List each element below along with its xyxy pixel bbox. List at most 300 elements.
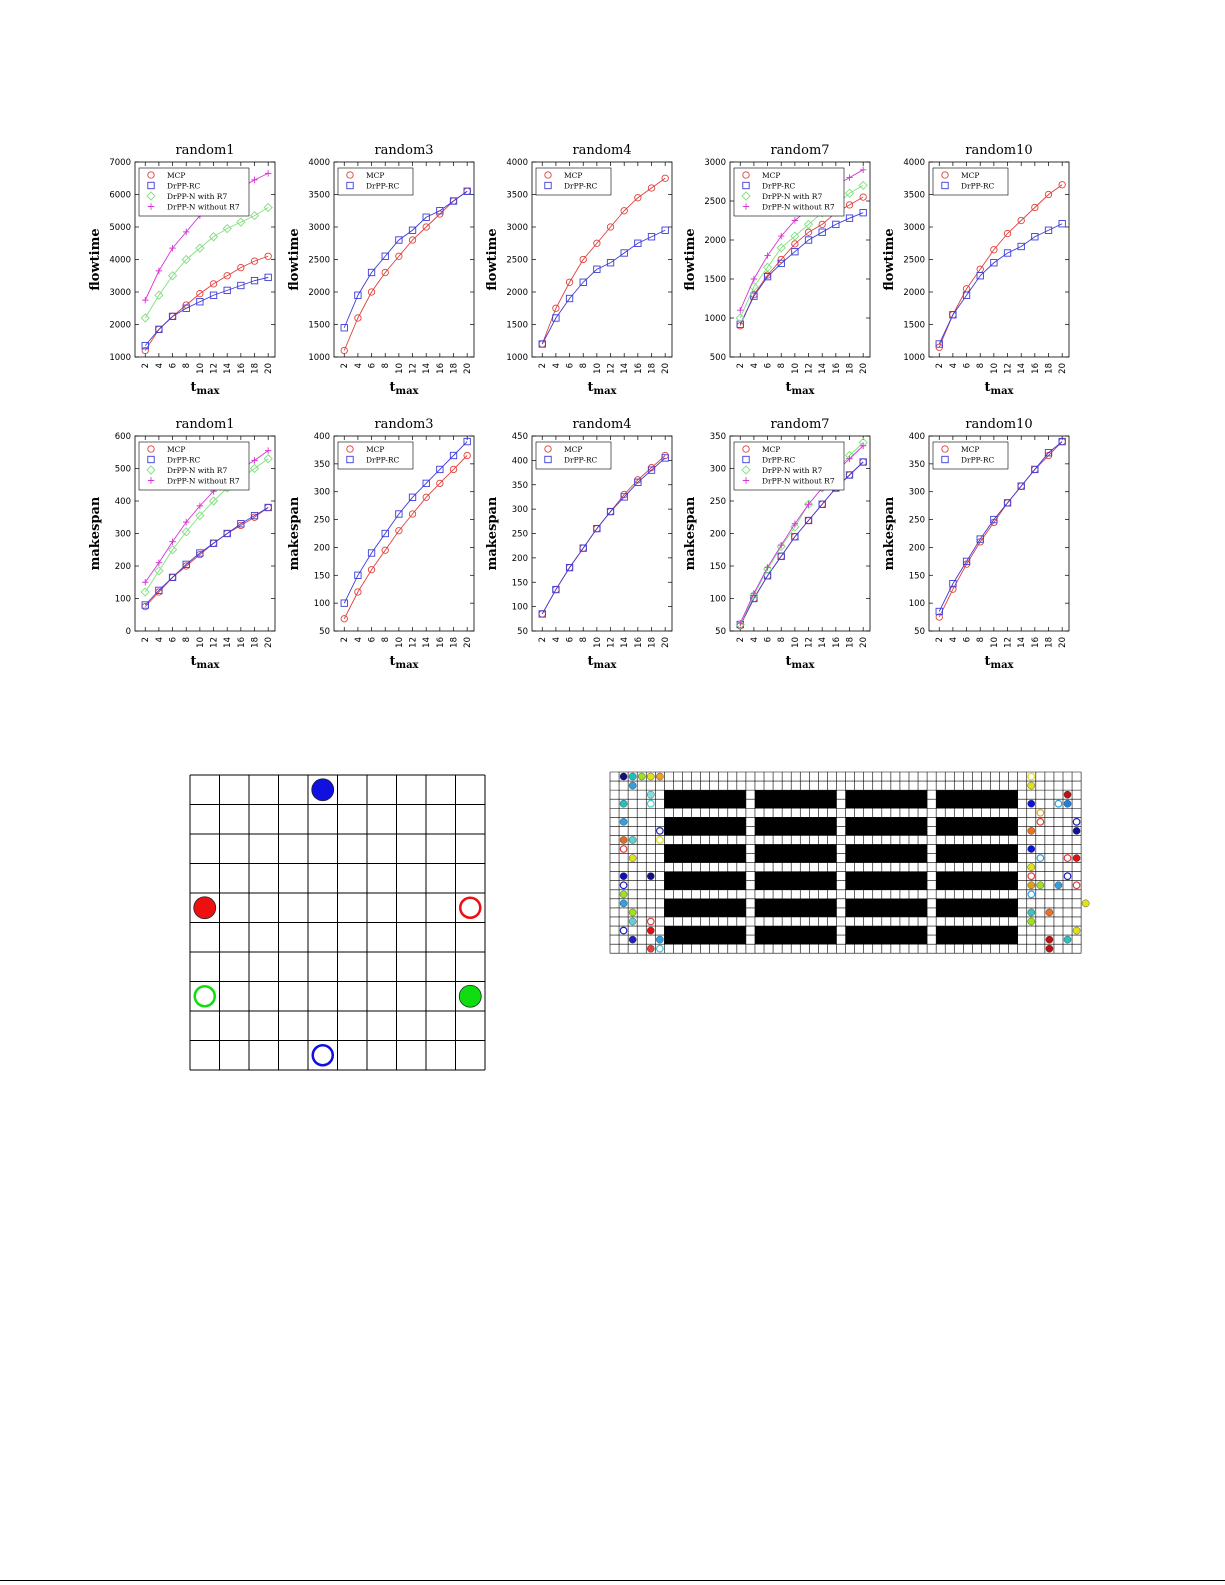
x-tick-label: 6 bbox=[763, 363, 774, 369]
x-tick-label: 8 bbox=[182, 637, 193, 643]
x-tick-label: 2 bbox=[340, 637, 351, 643]
x-tick-label: 4 bbox=[154, 637, 165, 643]
warehouse-agent bbox=[1028, 827, 1035, 834]
x-axis-label: $t_{max}$ bbox=[785, 654, 815, 671]
y-tick-label: 100 bbox=[511, 602, 528, 613]
x-axis-label: $t_{max}$ bbox=[389, 654, 419, 671]
warehouse-goal bbox=[1073, 819, 1080, 826]
x-tick-label: 10 bbox=[195, 637, 206, 648]
warehouse-goal bbox=[657, 828, 664, 835]
x-tick-label: 2 bbox=[736, 637, 747, 643]
x-tick-label: 4 bbox=[749, 363, 760, 369]
warehouse-agent bbox=[647, 927, 654, 934]
x-axis-label-subscript: max bbox=[196, 386, 220, 397]
x-tick-label: 20 bbox=[463, 637, 474, 648]
warehouse-agent bbox=[1037, 882, 1044, 889]
x-tick-label: 2 bbox=[538, 637, 549, 643]
x-tick-label: 12 bbox=[606, 637, 617, 648]
warehouse-agent bbox=[1073, 854, 1080, 861]
warehouse-goal bbox=[1037, 809, 1044, 816]
y-tick-label: 400 bbox=[313, 432, 330, 442]
x-axis-label-subscript: max bbox=[593, 386, 617, 397]
chart-title: random3 bbox=[374, 143, 434, 158]
chart-title: random7 bbox=[770, 417, 830, 432]
data-point bbox=[156, 560, 162, 566]
y-tick-label: 1000 bbox=[308, 353, 330, 363]
y-tick-label: 350 bbox=[908, 459, 925, 470]
y-tick-label: 2000 bbox=[903, 288, 925, 298]
agent-goal bbox=[195, 986, 215, 1006]
shelf-block bbox=[846, 790, 928, 808]
legend-label: DrPP-RC bbox=[961, 455, 995, 465]
chart-title: random1 bbox=[175, 143, 235, 158]
y-tick-label: 250 bbox=[511, 529, 528, 540]
y-tick-label: 3000 bbox=[506, 223, 528, 233]
x-tick-label: 8 bbox=[579, 363, 590, 369]
shelf-block bbox=[846, 844, 928, 862]
x-tick-label: 2 bbox=[935, 363, 946, 369]
y-axis-label: makespan bbox=[287, 496, 302, 571]
y-tick-label: 4000 bbox=[903, 158, 925, 168]
warehouse-goal bbox=[620, 882, 627, 889]
legend-label: MCP bbox=[167, 445, 186, 454]
series-line-DrPP-RC bbox=[542, 455, 665, 614]
x-axis-label: $t_{max}$ bbox=[190, 654, 220, 671]
shelf-block bbox=[755, 844, 837, 862]
x-tick-label: 16 bbox=[633, 363, 644, 374]
series-line-DrPP-RC bbox=[145, 508, 268, 606]
warehouse-goal bbox=[647, 800, 654, 807]
x-axis-label-subscript: max bbox=[395, 660, 419, 671]
shelf-block bbox=[846, 817, 928, 835]
warehouse-agent bbox=[1046, 909, 1053, 916]
warehouse-goal bbox=[657, 945, 664, 952]
agent-start bbox=[312, 779, 334, 801]
data-point bbox=[1059, 182, 1065, 188]
warehouse-agent bbox=[620, 800, 627, 807]
y-tick-label: 400 bbox=[908, 432, 925, 442]
warehouse-agent bbox=[647, 945, 654, 952]
y-tick-label: 150 bbox=[709, 562, 726, 572]
y-tick-label: 2500 bbox=[506, 255, 528, 266]
x-tick-label: 18 bbox=[250, 363, 261, 374]
y-tick-label: 200 bbox=[908, 543, 925, 554]
data-point bbox=[860, 167, 866, 173]
x-axis-label: $t_{max}$ bbox=[984, 654, 1014, 671]
series-line-DrPP-RC bbox=[740, 213, 863, 325]
x-tick-label: 18 bbox=[449, 363, 460, 374]
y-tick-label: 250 bbox=[709, 497, 726, 507]
y-tick-label: 2500 bbox=[903, 255, 925, 266]
x-tick-label: 8 bbox=[777, 363, 788, 369]
legend-label: DrPP-RC bbox=[167, 181, 201, 191]
warehouse-agent bbox=[620, 773, 627, 780]
x-axis-label-subscript: max bbox=[791, 660, 815, 671]
legend-label: DrPP-RC bbox=[366, 181, 400, 191]
results-figure bbox=[0, 0, 1225, 700]
x-tick-label: 14 bbox=[1017, 363, 1028, 374]
y-tick-label: 100 bbox=[908, 599, 925, 610]
series-line-MCP bbox=[344, 191, 467, 350]
x-tick-label: 18 bbox=[449, 637, 460, 648]
legend-label: DrPP-RC bbox=[564, 181, 598, 191]
x-tick-label: 18 bbox=[845, 637, 856, 648]
y-axis-label: flowtime bbox=[485, 228, 500, 291]
x-tick-label: 10 bbox=[394, 363, 405, 374]
y-tick-label: 50 bbox=[517, 627, 528, 637]
x-tick-label: 14 bbox=[422, 363, 433, 374]
warehouse-agent bbox=[1028, 918, 1035, 925]
x-tick-label: 14 bbox=[422, 637, 433, 648]
x-tick-label: 20 bbox=[264, 637, 275, 648]
x-tick-label: 12 bbox=[1003, 637, 1014, 648]
warehouse-agent bbox=[1028, 864, 1035, 871]
y-tick-label: 1000 bbox=[704, 314, 726, 324]
x-tick-label: 12 bbox=[804, 363, 815, 374]
shelf-block bbox=[936, 899, 1018, 917]
data-point bbox=[265, 170, 271, 176]
warehouse-goal bbox=[1055, 800, 1062, 807]
warehouse-agent bbox=[647, 873, 654, 880]
warehouse-goal bbox=[647, 918, 654, 925]
x-tick-label: 20 bbox=[661, 637, 672, 648]
y-tick-label: 1000 bbox=[109, 353, 131, 363]
shelf-block bbox=[846, 872, 928, 890]
y-tick-label: 200 bbox=[709, 529, 726, 540]
x-tick-label: 12 bbox=[209, 363, 220, 374]
x-axis-label: $t_{max}$ bbox=[587, 654, 617, 671]
y-tick-label: 600 bbox=[114, 432, 131, 442]
legend-label: DrPP-RC bbox=[564, 455, 598, 465]
warehouse-goal bbox=[1028, 873, 1035, 880]
x-tick-label: 10 bbox=[790, 363, 801, 374]
y-tick-label: 2000 bbox=[308, 288, 330, 298]
chart-title: random4 bbox=[572, 417, 632, 432]
warehouse-goal bbox=[620, 846, 627, 853]
agent-goal bbox=[460, 898, 480, 918]
x-tick-label: 12 bbox=[408, 637, 419, 648]
x-tick-label: 8 bbox=[381, 363, 392, 369]
agent-start bbox=[194, 897, 216, 919]
data-point bbox=[156, 268, 162, 274]
x-tick-label: 10 bbox=[592, 637, 603, 648]
legend-label: DrPP-RC bbox=[762, 181, 796, 191]
x-tick-label: 6 bbox=[962, 363, 973, 369]
y-axis-label: flowtime bbox=[683, 228, 698, 291]
warehouse-agent bbox=[1064, 791, 1071, 798]
data-point bbox=[169, 538, 175, 544]
x-tick-label: 16 bbox=[831, 363, 842, 374]
warehouse-agent bbox=[1055, 882, 1062, 889]
y-tick-label: 1500 bbox=[704, 275, 726, 285]
legend-label: MCP bbox=[961, 171, 980, 180]
x-tick-label: 16 bbox=[831, 637, 842, 648]
warehouse-agent bbox=[647, 791, 654, 798]
shelf-block bbox=[936, 872, 1018, 890]
chart-title: random7 bbox=[770, 143, 830, 158]
y-tick-label: 1500 bbox=[308, 320, 330, 331]
shelf-block bbox=[664, 844, 746, 862]
y-tick-label: 50 bbox=[319, 627, 330, 637]
warehouse-goal bbox=[620, 927, 627, 934]
warehouse-agent bbox=[620, 891, 627, 898]
legend-label: DrPP-RC bbox=[961, 181, 995, 191]
x-tick-label: 6 bbox=[565, 363, 576, 369]
series-line-MCP bbox=[145, 508, 268, 607]
x-tick-label: 18 bbox=[647, 363, 658, 374]
x-axis-label: $t_{max}$ bbox=[587, 380, 617, 397]
x-tick-label: 18 bbox=[647, 637, 658, 648]
x-axis-label-subscript: max bbox=[990, 386, 1014, 397]
x-tick-label: 6 bbox=[763, 637, 774, 643]
shelf-block bbox=[755, 899, 837, 917]
y-tick-label: 200 bbox=[114, 562, 131, 572]
x-tick-label: 18 bbox=[1044, 363, 1055, 374]
y-tick-label: 1500 bbox=[903, 320, 925, 331]
x-tick-label: 10 bbox=[195, 363, 206, 374]
data-point bbox=[265, 447, 271, 453]
data-point bbox=[142, 297, 148, 303]
x-tick-label: 4 bbox=[948, 363, 959, 369]
y-tick-label: 1000 bbox=[506, 353, 528, 363]
x-tick-label: 2 bbox=[538, 363, 549, 369]
warehouse-agent bbox=[1082, 900, 1089, 907]
page-bottom-rule bbox=[0, 1580, 1225, 1581]
series-line-DrPP-RC bbox=[344, 191, 467, 328]
legend-label: MCP bbox=[564, 445, 583, 454]
warehouse-agent bbox=[629, 782, 636, 789]
x-tick-label: 14 bbox=[818, 363, 829, 374]
y-tick-label: 450 bbox=[511, 432, 528, 442]
data-point bbox=[751, 276, 757, 282]
x-tick-label: 4 bbox=[353, 363, 364, 369]
x-tick-label: 10 bbox=[989, 363, 1000, 374]
warehouse-agent bbox=[1028, 882, 1035, 889]
warehouse-agent bbox=[1064, 800, 1071, 807]
warehouse-agent bbox=[1073, 927, 1080, 934]
x-tick-label: 14 bbox=[223, 363, 234, 374]
y-tick-label: 350 bbox=[313, 459, 330, 470]
y-tick-label: 3500 bbox=[308, 190, 330, 201]
warehouse-agent bbox=[1064, 936, 1071, 943]
y-tick-label: 300 bbox=[908, 487, 925, 498]
warehouse-agent bbox=[620, 836, 627, 843]
y-tick-label: 50 bbox=[715, 627, 726, 637]
y-axis-label: flowtime bbox=[287, 228, 302, 291]
shelf-block bbox=[755, 872, 837, 890]
x-tick-label: 16 bbox=[1030, 637, 1041, 648]
y-tick-label: 150 bbox=[908, 571, 925, 582]
warehouse-agent bbox=[620, 900, 627, 907]
x-tick-label: 12 bbox=[804, 637, 815, 648]
legend-label: MCP bbox=[366, 171, 385, 180]
x-tick-label: 12 bbox=[209, 637, 220, 648]
chart-random7-flowtime bbox=[683, 143, 870, 397]
chart-title: random3 bbox=[374, 417, 434, 432]
legend-label: DrPP-N with R7 bbox=[762, 192, 823, 201]
x-tick-label: 14 bbox=[620, 363, 631, 374]
y-tick-label: 500 bbox=[709, 353, 726, 363]
warehouse-agent bbox=[629, 936, 636, 943]
y-tick-label: 2500 bbox=[308, 255, 330, 266]
x-tick-label: 14 bbox=[223, 637, 234, 648]
series-line-MCP bbox=[344, 456, 467, 619]
chart-title: random4 bbox=[572, 143, 632, 158]
warehouse-agent bbox=[629, 836, 636, 843]
x-tick-label: 6 bbox=[962, 637, 973, 643]
x-tick-label: 2 bbox=[935, 637, 946, 643]
y-tick-label: 250 bbox=[313, 515, 330, 526]
x-tick-label: 6 bbox=[168, 363, 179, 369]
y-tick-label: 250 bbox=[908, 515, 925, 526]
shelf-block bbox=[664, 926, 746, 944]
shelf-block bbox=[664, 872, 746, 890]
x-tick-label: 18 bbox=[1044, 637, 1055, 648]
agent-start bbox=[459, 985, 481, 1007]
chart-random4-flowtime bbox=[485, 143, 672, 397]
legend-label: DrPP-RC bbox=[762, 455, 796, 465]
warehouse-goal bbox=[1028, 773, 1035, 780]
y-tick-label: 350 bbox=[709, 432, 726, 442]
warehouse-agent bbox=[1073, 827, 1080, 834]
y-tick-label: 400 bbox=[511, 456, 528, 467]
legend-label: DrPP-N without R7 bbox=[762, 476, 835, 486]
x-tick-label: 10 bbox=[790, 637, 801, 648]
warehouse-agent bbox=[620, 818, 627, 825]
shelf-block bbox=[664, 817, 746, 835]
x-tick-label: 20 bbox=[859, 363, 870, 374]
legend-label: MCP bbox=[167, 171, 186, 180]
legend-label: MCP bbox=[366, 445, 385, 454]
x-tick-label: 16 bbox=[1030, 363, 1041, 374]
y-axis-label: makespan bbox=[88, 496, 103, 571]
series-line-MCP bbox=[542, 456, 665, 614]
y-tick-label: 100 bbox=[313, 599, 330, 610]
chart-random10-makespan bbox=[882, 417, 1069, 671]
warehouse-agent bbox=[1028, 800, 1035, 807]
y-tick-label: 1000 bbox=[903, 353, 925, 363]
chart-random10-flowtime bbox=[882, 143, 1069, 397]
x-tick-label: 16 bbox=[633, 637, 644, 648]
x-tick-label: 6 bbox=[565, 637, 576, 643]
legend-label: MCP bbox=[762, 171, 781, 180]
y-tick-label: 50 bbox=[914, 627, 925, 637]
chart-random7-makespan bbox=[683, 417, 870, 671]
chart-random1-flowtime bbox=[88, 143, 275, 397]
x-tick-label: 20 bbox=[1058, 637, 1069, 648]
warehouse-goal bbox=[1028, 891, 1035, 898]
x-tick-label: 14 bbox=[1017, 637, 1028, 648]
shelf-block bbox=[846, 926, 928, 944]
x-tick-label: 12 bbox=[408, 363, 419, 374]
x-tick-label: 18 bbox=[845, 363, 856, 374]
x-axis-label-subscript: max bbox=[990, 660, 1014, 671]
y-tick-label: 5000 bbox=[109, 223, 131, 233]
x-tick-label: 2 bbox=[736, 363, 747, 369]
y-tick-label: 4000 bbox=[109, 255, 131, 266]
x-tick-label: 8 bbox=[182, 363, 193, 369]
legend-label: MCP bbox=[564, 171, 583, 180]
shelf-block bbox=[755, 817, 837, 835]
y-tick-label: 1500 bbox=[506, 320, 528, 331]
x-tick-label: 16 bbox=[236, 637, 247, 648]
shelf-block bbox=[936, 844, 1018, 862]
x-tick-label: 16 bbox=[236, 363, 247, 374]
warehouse-agent bbox=[1046, 936, 1053, 943]
x-tick-label: 6 bbox=[367, 637, 378, 643]
x-tick-label: 6 bbox=[367, 363, 378, 369]
y-tick-label: 2000 bbox=[704, 236, 726, 246]
x-tick-label: 12 bbox=[1003, 363, 1014, 374]
x-axis-label: $t_{max}$ bbox=[190, 380, 220, 397]
legend-label: DrPP-N with R7 bbox=[167, 466, 228, 475]
data-point bbox=[142, 579, 148, 585]
y-tick-label: 150 bbox=[511, 578, 528, 589]
x-tick-label: 8 bbox=[976, 363, 987, 369]
y-tick-label: 4000 bbox=[308, 158, 330, 168]
y-tick-label: 3000 bbox=[308, 223, 330, 233]
x-tick-label: 10 bbox=[989, 637, 1000, 648]
x-tick-label: 2 bbox=[141, 637, 152, 643]
shelf-block bbox=[936, 790, 1018, 808]
warehouse-agent bbox=[629, 909, 636, 916]
y-tick-label: 300 bbox=[511, 505, 528, 516]
warehouse-agent bbox=[620, 873, 627, 880]
x-tick-label: 20 bbox=[859, 637, 870, 648]
shelf-block bbox=[846, 899, 928, 917]
x-axis-label: $t_{max}$ bbox=[785, 380, 815, 397]
x-tick-label: 4 bbox=[154, 363, 165, 369]
legend-label: DrPP-N with R7 bbox=[762, 466, 823, 475]
y-tick-label: 3000 bbox=[903, 223, 925, 233]
legend-label: DrPP-N without R7 bbox=[762, 202, 835, 212]
y-tick-label: 150 bbox=[313, 571, 330, 582]
warehouse-agent bbox=[629, 918, 636, 925]
warehouse-agent bbox=[638, 773, 645, 780]
legend-label: DrPP-N without R7 bbox=[167, 202, 240, 212]
warehouse-goal bbox=[1064, 873, 1071, 880]
data-point bbox=[792, 521, 798, 527]
warehouse-agent bbox=[656, 936, 663, 943]
series-line-MCP bbox=[740, 197, 863, 326]
warehouse-agent bbox=[1028, 845, 1035, 852]
legend-label: DrPP-RC bbox=[167, 455, 201, 465]
y-axis-label: makespan bbox=[882, 496, 897, 571]
shelf-block bbox=[755, 790, 837, 808]
y-tick-label: 200 bbox=[313, 543, 330, 554]
warehouse-goal bbox=[1064, 855, 1071, 862]
warehouse-agent bbox=[1028, 782, 1035, 789]
series-line-MCP bbox=[939, 185, 1062, 348]
y-tick-label: 400 bbox=[114, 497, 131, 507]
legend-label: DrPP-N without R7 bbox=[167, 476, 240, 486]
warehouse-agent bbox=[629, 773, 636, 780]
series-line-MCP bbox=[542, 178, 665, 344]
y-axis-label: flowtime bbox=[88, 228, 103, 291]
shelf-block bbox=[664, 790, 746, 808]
x-axis-label-subscript: max bbox=[395, 386, 419, 397]
y-tick-label: 3500 bbox=[903, 190, 925, 201]
y-tick-label: 0 bbox=[125, 627, 131, 637]
x-axis-label-subscript: max bbox=[196, 660, 220, 671]
x-tick-label: 4 bbox=[948, 637, 959, 643]
warehouse-agent bbox=[629, 854, 636, 861]
y-tick-label: 6000 bbox=[109, 190, 131, 201]
y-tick-label: 3000 bbox=[704, 158, 726, 168]
x-tick-label: 20 bbox=[1058, 363, 1069, 374]
x-tick-label: 4 bbox=[353, 637, 364, 643]
warehouse-agent bbox=[647, 773, 654, 780]
